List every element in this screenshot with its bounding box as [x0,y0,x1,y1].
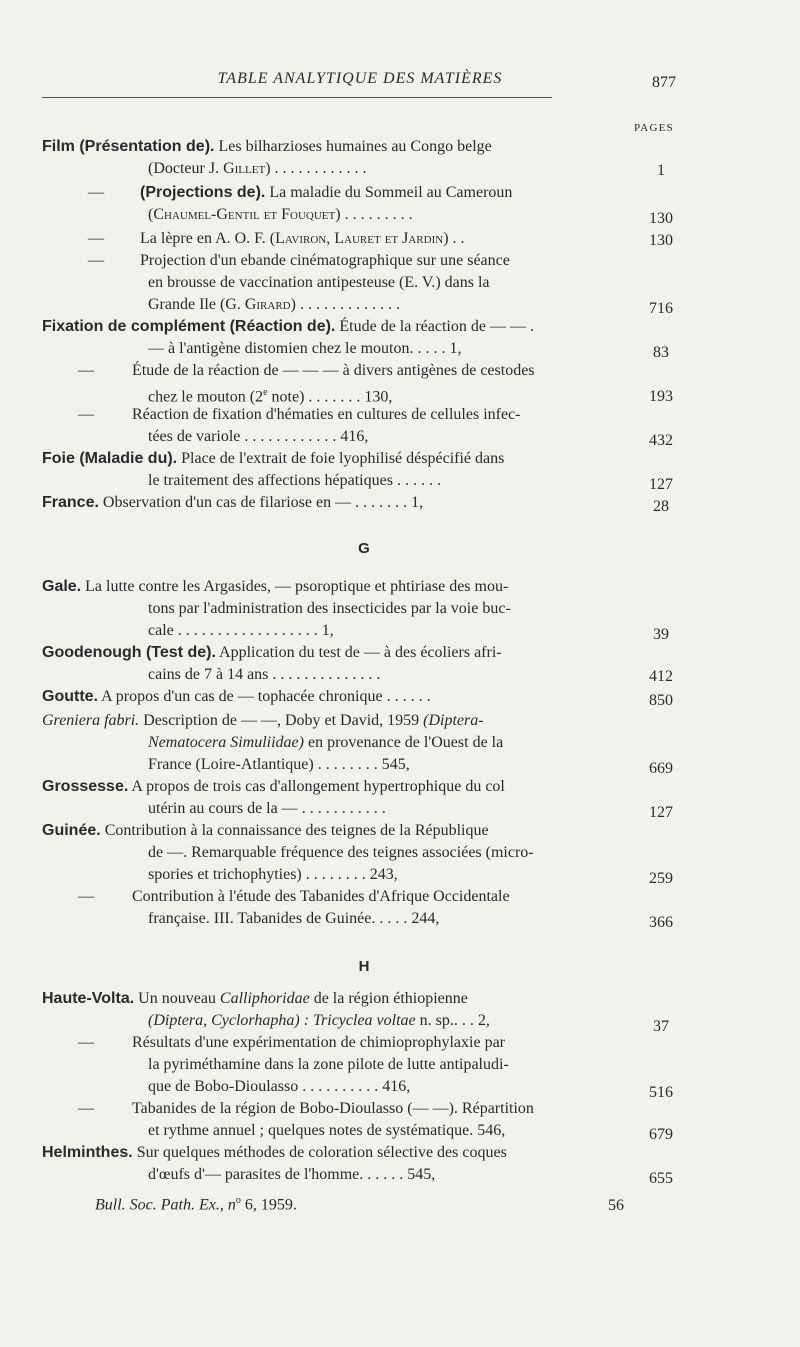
page-ref: 39 [653,626,669,643]
entry-fixation-line-6: tées de variole . . . . . . . . . . . . 416, [148,428,369,445]
page-ref: 1 [657,162,665,179]
page-ref: 83 [653,344,669,361]
page-number: 877 [652,74,676,91]
entry-guinee-line-4: Contribution à l'étude des Tabanides d'Afrique Occidentale [132,888,510,905]
page-ref: 193 [649,388,673,405]
entry-haute-volta-line-4: la pyriméthamine dans la zone pilote de lutte antipaludi- [148,1056,509,1073]
entry-goodenough-line-2: cains de 7 à 14 ans . . . . . . . . . . . . . . [148,666,381,683]
entry-helminthes-line-1: Helminthes. Sur quelques méthodes de coloration sélective des coques [42,1144,507,1161]
entry-film-line-2: (Docteur J. Gillet) . . . . . . . . . . . . [148,160,367,177]
page-ref: 412 [649,668,673,685]
entry-fixation-line-4: chez le mouton (2e note) . . . . . . . 130, [148,387,393,406]
page-ref: 366 [649,914,673,931]
dash: — [78,1034,94,1051]
entry-grossesse-line-2: utérin au cours de la — . . . . . . . . . . . [148,800,386,817]
entry-greniera-line-3: France (Loire-Atlantique) . . . . . . . . 545, [148,756,410,773]
entry-helminthes-line-2: d'œufs d'— parasites de l'homme. . . . . . 545, [148,1166,436,1183]
page-ref: 127 [649,804,673,821]
entry-heading: Grossesse. [42,778,129,795]
section-letter-h: H [358,958,370,975]
page-ref: 130 [649,232,673,249]
author-name: Girard [244,296,291,313]
entry-heading: Greniera fabri. [42,712,140,729]
entry-fixation-line-3: Étude de la réaction de — — — à divers antigènes de cestodes [132,362,535,379]
entry-heading: Helminthes. [42,1144,133,1161]
entry-heading: France. [42,494,99,511]
dash: — [88,184,104,201]
entry-fixation-line-5: Réaction de fixation d'hématies en cultures de cellules infec- [132,406,521,423]
entry-heading: Haute-Volta. [42,990,135,1007]
entry-film-line-3: (Projections de). La maladie du Sommeil au Cameroun [140,184,513,201]
header-rule [42,97,552,98]
entry-film-line-1: Film (Présentation de). Les bilharzioses humaines au Congo belge [42,138,492,155]
entry-guinee-line-1: Guinée. Contribution à la connaissance des teignes de la République [42,822,489,839]
dash: — [78,1100,94,1117]
entry-greniera-line-1: Greniera fabri. Description de — —, Doby et David, 1959 (Diptera- [42,712,484,729]
dash: — [88,230,104,247]
entry-fixation-line-1: Fixation de complément (Réaction de). Étude de la réaction de — — . [42,318,534,335]
entry-gale-line-2: tons par l'administration des insecticides par la voie buc- [148,600,511,617]
entry-heading: Goutte. [42,688,98,705]
page-ref: 28 [653,498,669,515]
entry-heading: Fixation de complément (Réaction de). [42,318,336,335]
entry-guinee-line-2: de —. Remarquable fréquence des teignes associées (micro- [148,844,534,861]
page-ref: 716 [649,300,673,317]
entry-france-line-1: France. Observation d'un cas de filariose en — . . . . . . . 1, [42,494,424,511]
entry-haute-volta-line-1: Haute-Volta. Un nouveau Calliphoridae de la région éthiopienne [42,990,468,1007]
entry-heading: Foie (Maladie du). [42,450,178,467]
entry-haute-volta-line-6: Tabanides de la région de Bobo-Dioulasso (— —). Répartition [132,1100,534,1117]
dash: — [88,252,104,269]
page-ref: 669 [649,760,673,777]
entry-haute-volta-line-5: que de Bobo-Dioulasso . . . . . . . . . . 416, [148,1078,411,1095]
entry-heading: Goodenough (Test de). [42,644,216,661]
author-name: Chaumel-Gentil et Fouquet [153,206,336,223]
entry-greniera-line-2: Nematocera Simuliidae) en provenance de l'Ouest de la [148,734,504,751]
section-letter-g: G [358,540,370,557]
footer-sheet-number: 56 [608,1197,624,1214]
pages-column-label: PAGES [634,122,674,134]
dash: — [78,362,94,379]
entry-fixation-line-2: — à l'antigène distomien chez le mouton. . . . . 1, [148,340,462,357]
dash: — [78,888,94,905]
entry-goutte-line-1: Goutte. A propos d'un cas de — tophacée chronique . . . . . . [42,688,431,705]
author-name: Laviron, Lauret et Jardin [275,230,444,247]
entry-heading: Gale. [42,578,82,595]
page-ref: 655 [649,1170,673,1187]
entry-gale-line-1: Gale. La lutte contre les Argasides, — psoroptique et phtiriase des mou- [42,578,509,595]
page-ref: 130 [649,210,673,227]
entry-guinee-line-3: spories et trichophyties) . . . . . . . . 243, [148,866,398,883]
entry-foie-line-1: Foie (Maladie du). Place de l'extrait de foie lyophilisé déspécifié dans [42,450,505,467]
entry-haute-volta-line-7: et rythme annuel ; quelques notes de systématique. 546, [148,1122,506,1139]
entry-subheading: (Projections de). [140,184,266,201]
page-ref: 127 [649,476,673,493]
entry-goodenough-line-1: Goodenough (Test de). Application du test de — à des écoliers afri- [42,644,502,661]
page-ref: 432 [649,432,673,449]
page-ref: 259 [649,870,673,887]
entry-gale-line-3: cale . . . . . . . . . . . . . . . . . . 1, [148,622,334,639]
running-header-title: TABLE ANALYTIQUE DES MATIÈRES [217,70,503,87]
entry-guinee-line-5: française. III. Tabanides de Guinée. . . . . 244, [148,910,440,927]
entry-heading: Guinée. [42,822,101,839]
entry-film-line-5: La lèpre en A. O. F. (Laviron, Lauret et Jardin) . . [140,230,465,247]
page-ref: 516 [649,1084,673,1101]
dash: — [78,406,94,423]
author-name: Gillet [223,160,266,177]
entry-haute-volta-line-2: (Diptera, Cyclorhapha) : Tricyclea voltae n. sp.. . . 2, [148,1012,490,1029]
entry-heading: Film (Présentation de). [42,138,215,155]
footer-journal-citation: Bull. Soc. Path. Ex., $n^o$ 6, 1959. [95,1195,297,1214]
page-ref: 37 [653,1018,669,1035]
entry-film-line-4: (Chaumel-Gentil et Fouquet) . . . . . . . . . [148,206,413,223]
entry-haute-volta-line-3: Résultats d'une expérimentation de chimioprophylaxie par [132,1034,505,1051]
entry-film-line-6: Projection d'un ebande cinématographique sur une séance [140,252,510,269]
entry-grossesse-line-1: Grossesse. A propos de trois cas d'allongement hypertrophique du col [42,778,505,795]
entry-film-line-7: en brousse de vaccination antipesteuse (E. V.) dans la [148,274,490,291]
page-ref: 679 [649,1126,673,1143]
entry-film-line-8: Grande Ile (G. Girard) . . . . . . . . . . . . . [148,296,400,313]
entry-foie-line-2: le traitement des affections hépatiques . . . . . . [148,472,441,489]
page-ref: 850 [649,692,673,709]
